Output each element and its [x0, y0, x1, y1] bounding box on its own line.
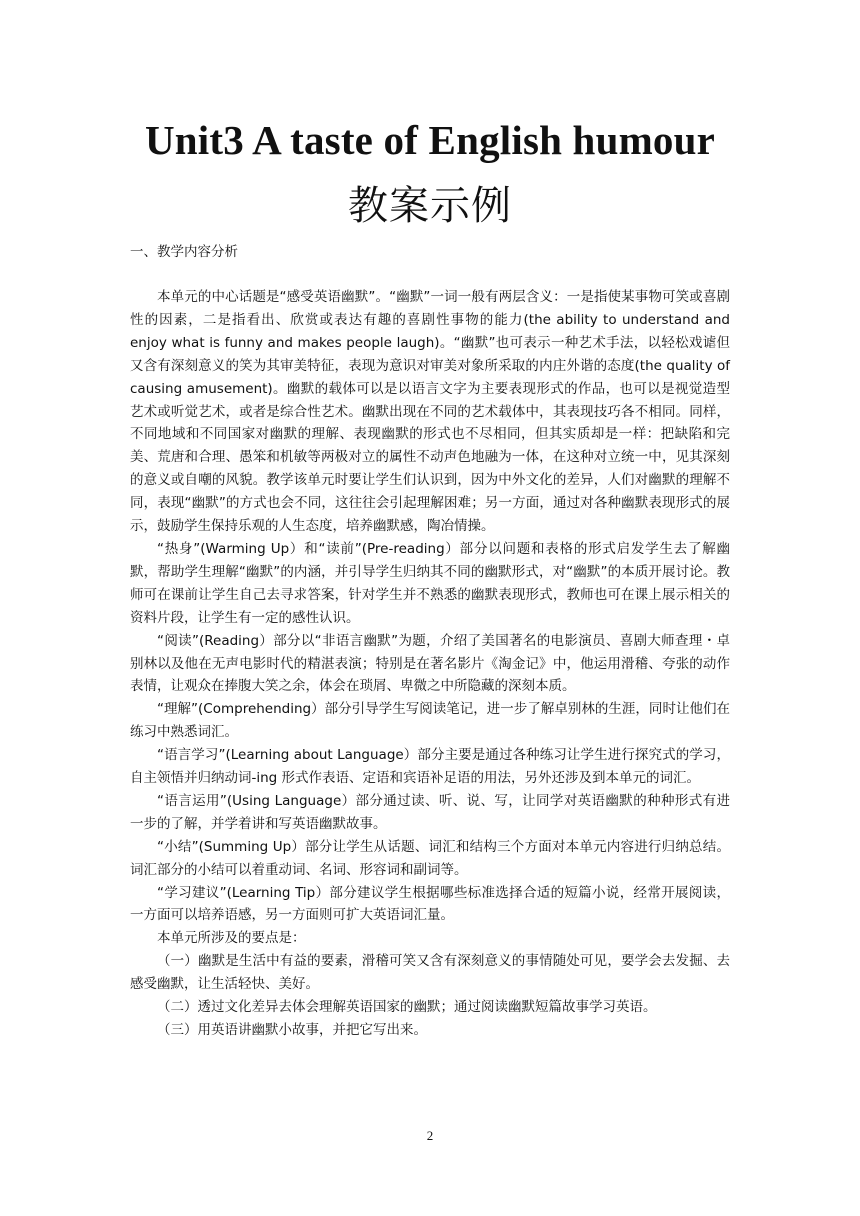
paragraph-comprehending: “理解”(Comprehending）部分引导学生写阅读笔记，进一步了解卓别林的生涯，同时让他们在练习中熟悉词汇。 [130, 701, 730, 741]
document-title-english: Unit3 A taste of English humour [144, 117, 716, 163]
document-title-chinese: 教案示例 [348, 183, 512, 229]
paragraph-key-point-2: （二）透过文化差异去体会理解英语国家的幽默；通过阅读幽默短篇故事学习英语。 [157, 999, 657, 1016]
section-heading: 一、教学内容分析 [130, 244, 238, 260]
paragraph-summing-up: “小结”(Summing Up）部分让学生从话题、词汇和结构三个方面对本单元内容进行归纳总结。词汇部分的小结可以着重动词、名词、形容词和副词等。 [130, 838, 730, 878]
paragraph-intro: 本单元的中心话题是“感受英语幽默”。“幽默”一词一般有两层含义：一是指使某事物可笑或喜剧性的因素，二是指看出、欣赏或表达有趣的喜剧性事物的能力(the ability to understand and enjoy what is funny and makes people laugh)。“幽默”也可表示一种艺术手法，以轻松戏谑但又含有深刻意义的笑为其审美特征，表现为意识对审美对象所采取的内庄外谐的态度(the quality of causing amusement)。幽默的载体可以是以语言文字为主要表现形式的作品，也可以是视觉造型艺术或听觉艺术，或者是综合性艺术。幽默出现在不同的艺术载体中，其表现技巧各不相同。同样，不同地域和不同国家对幽默的理解、表现幽默的形式也不尽相同，但其实质却是一样：把缺陷和完美、荒唐和合理、愚笨和机敏等两极对立的属性不动声色地融为一体，在这种对立统一中，见其深刻的意义或自嘲的风貌。教学该单元时要让学生们认识到，因为中外文化的差异，人们对幽默的理解不同，表现“幽默”的方式也会不同，这往往会引起理解困难；另一方面，通过对各种幽默表现形式的展示，鼓励学生保持乐观的人生态度，培养幽默感，陶冶情操。 [130, 289, 730, 535]
paragraph-using-language: “语言运用”(Using Language）部分通过读、听、说、写，让同学对英语幽默的种种形式有进一步的了解，并学着讲和写英语幽默故事。 [130, 792, 730, 832]
paragraph-key-point-3: （三）用英语讲幽默小故事，并把它写出来。 [157, 1022, 427, 1038]
page-number: 2 [426, 1128, 434, 1143]
paragraph-key-points-intro: 本单元所涉及的要点是： [157, 930, 306, 947]
paragraph-key-point-1: （一）幽默是生活中有益的要素，滑稽可笑又含有深刻意义的事情随处可见，要学会去发掘、去感受幽默，让生活轻快、美好。 [130, 953, 730, 993]
document-body [130, 286, 730, 1042]
paragraph-learning-tip: “学习建议”(Learning Tip）部分建议学生根据哪些标准选择合适的短篇小说，经常开展阅读，一方面可以培养语感，另一方面则可扩大英语词汇量。 [130, 884, 730, 924]
paragraph-warming-up: “热身”(Warming Up）和“读前”(Pre-reading）部分以问题和表格的形式启发学生去了解幽默，帮助学生理解“幽默”的内涵，并引导学生归纳其不同的幽默形式，对“幽默”的本质开展讨论。教师可在课前让学生自己去寻求答案，针对学生并不熟悉的幽默表现形式，教师也可在课上展示相关的资料片段，让学生有一定的感性认识。 [130, 540, 730, 626]
paragraph-reading: “阅读”(Reading）部分以“非语言幽默”为题，介绍了美国著名的电影演员、喜剧大师查理・卓别林以及他在无声电影时代的精湛表演；特别是在著名影片《淘金记》中，他运用滑稽、夸张的动作表情，让观众在捧腹大笑之余，体会在琐屑、卑微之中所隐藏的深刻本质。 [130, 632, 730, 695]
paragraph-learning-about-language: “语言学习”(Learning about Language）部分主要是通过各种练习让学生进行探究式的学习，自主领悟并归纳动词-ing 形式作表语、定语和宾语补足语的用法，另外还涉及到本单元的词汇。 [130, 747, 730, 787]
